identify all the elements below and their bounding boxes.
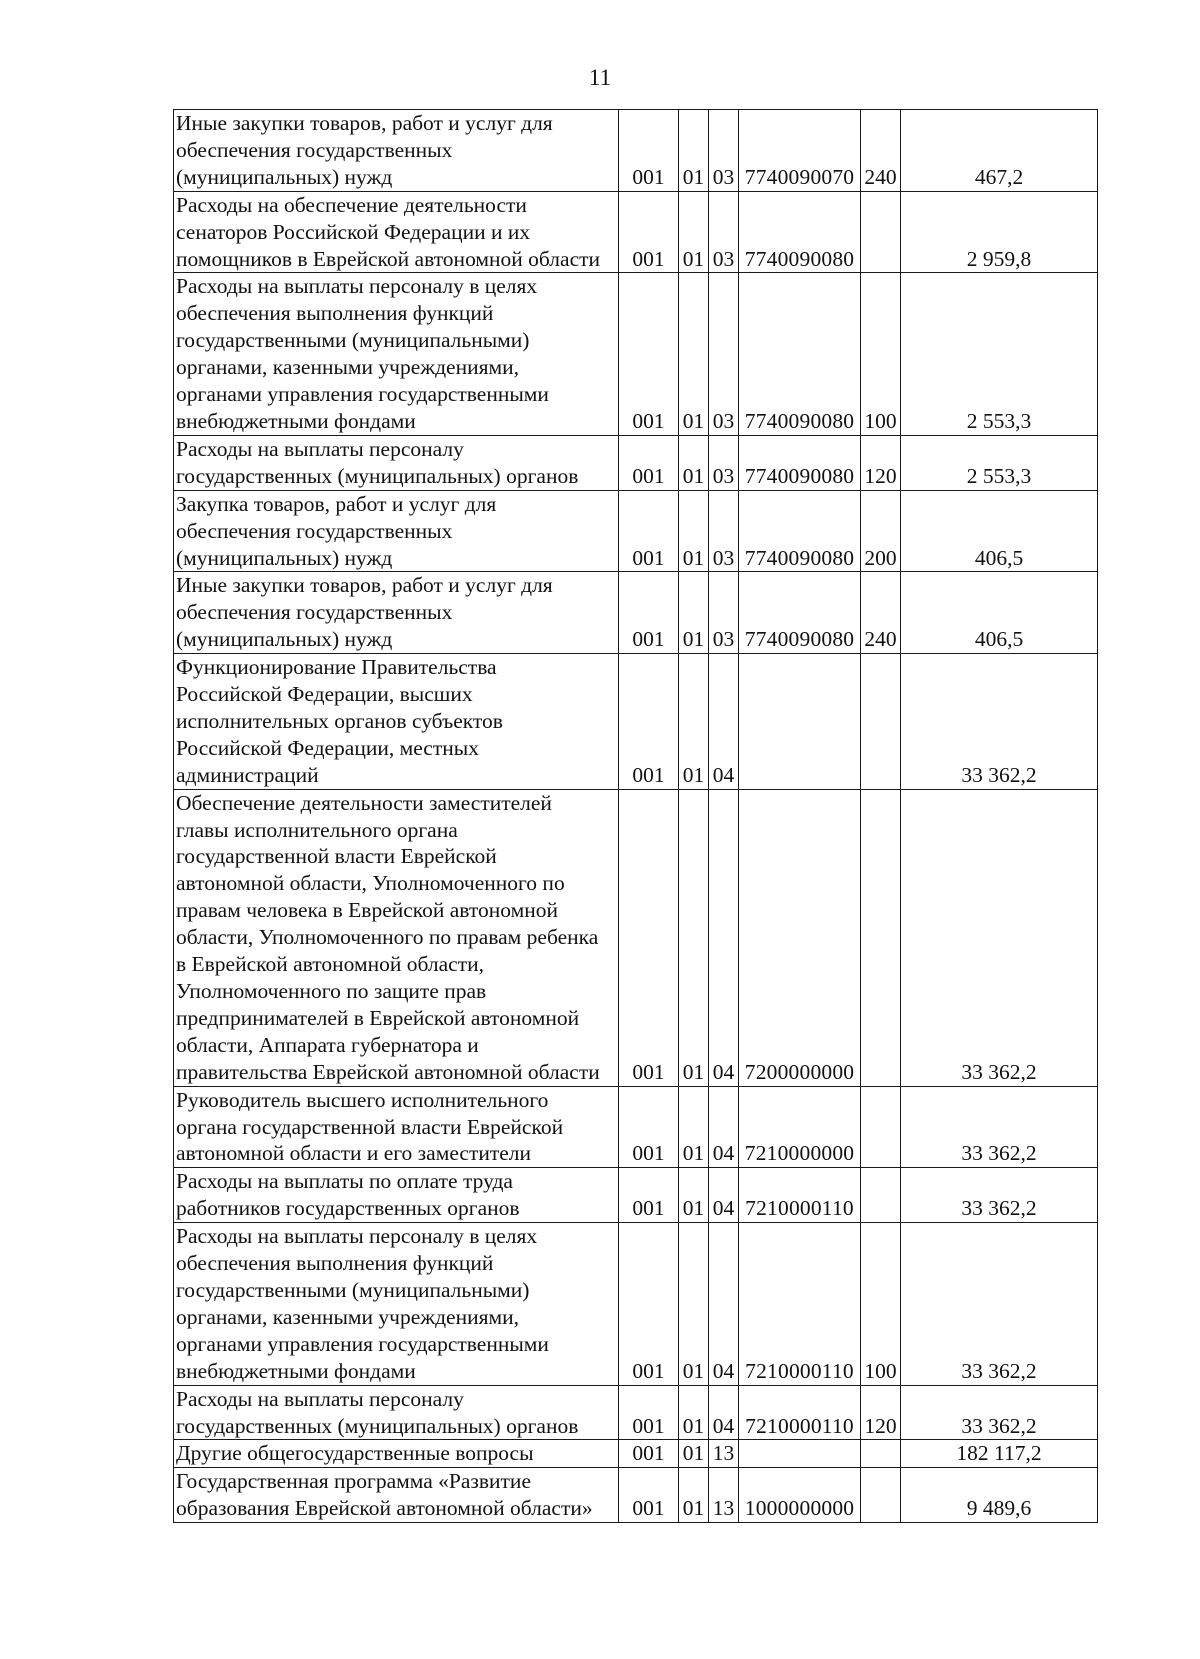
section-code-cell: 01 bbox=[679, 1223, 709, 1385]
section-code-cell: 01 bbox=[679, 435, 709, 490]
expense-name-cell bbox=[174, 1168, 619, 1223]
table-row bbox=[174, 1385, 1098, 1440]
expense-name-line: Расходы на выплаты персоналу bbox=[176, 1386, 464, 1411]
ministry-code-cell: 001 bbox=[619, 1223, 679, 1385]
subsection-code-cell: 04 bbox=[709, 1086, 739, 1168]
amount-cell: 9 489,6 bbox=[901, 1468, 1098, 1523]
expense-name-line: Уполномоченного по защите прав bbox=[176, 979, 487, 1003]
expense-name-line: Функционирование Правительства bbox=[176, 655, 497, 680]
ministry-code-cell: 001 bbox=[619, 572, 679, 654]
expense-type-cell: 100 bbox=[861, 1223, 901, 1385]
target-article-cell bbox=[739, 654, 861, 790]
expense-name-line: органами управления государственными bbox=[176, 1331, 549, 1356]
section-code-cell: 01 bbox=[679, 273, 709, 435]
expense-name-line: государственными (муниципальными) bbox=[176, 1277, 530, 1302]
table-row bbox=[174, 1468, 1098, 1523]
expense-name-line: обеспечения государственных bbox=[176, 518, 453, 543]
expense-name-cell bbox=[174, 191, 619, 273]
expense-name-line: государственными (муниципальными) bbox=[176, 328, 530, 353]
budget-table bbox=[173, 109, 1098, 1523]
target-article-cell: 7210000110 bbox=[739, 1385, 861, 1440]
expense-name-cell bbox=[174, 1468, 619, 1523]
expense-name-line: внебюджетными фондами bbox=[176, 1358, 416, 1383]
expense-name-line: правам человека в Еврейской автономной bbox=[176, 898, 559, 923]
expense-name-line: органами, казенными учреждениями, bbox=[176, 1304, 519, 1329]
ministry-code-cell: 001 bbox=[619, 1086, 679, 1168]
amount-cell: 2 553,3 bbox=[901, 273, 1098, 435]
expense-name-line: Российской Федерации, высших bbox=[176, 682, 473, 707]
expense-name-cell bbox=[174, 435, 619, 490]
expense-type-cell: 240 bbox=[861, 572, 901, 654]
table-row bbox=[174, 273, 1098, 435]
expense-name-line: органа государственной власти Еврейской bbox=[176, 1114, 564, 1139]
subsection-code-cell: 13 bbox=[709, 1468, 739, 1523]
section-code-cell: 01 bbox=[679, 490, 709, 572]
expense-name-line: обеспечения государственных bbox=[176, 137, 453, 162]
expense-type-cell: 100 bbox=[861, 273, 901, 435]
expense-name-line: обеспечения выполнения функций bbox=[176, 1251, 494, 1276]
expense-name-cell bbox=[174, 1086, 619, 1168]
amount-cell: 33 362,2 bbox=[901, 789, 1098, 1086]
expense-name-line: Расходы на выплаты персоналу в целях bbox=[176, 1224, 538, 1249]
expense-name-cell bbox=[174, 1223, 619, 1385]
subsection-code-cell: 13 bbox=[709, 1440, 739, 1468]
expense-name-line: Иные закупки товаров, работ и услуг для bbox=[176, 573, 553, 598]
table-row bbox=[174, 191, 1098, 273]
target-article-cell: 7740090080 bbox=[739, 490, 861, 572]
expense-name-line: внебюджетными фондами bbox=[176, 408, 416, 433]
section-code-cell: 01 bbox=[679, 1440, 709, 1468]
amount-cell: 406,5 bbox=[901, 490, 1098, 572]
target-article-cell: 7740090080 bbox=[739, 191, 861, 273]
expense-type-cell: 200 bbox=[861, 490, 901, 572]
target-article-cell: 7740090080 bbox=[739, 572, 861, 654]
expense-name-line: Расходы на выплаты по оплате труда bbox=[176, 1169, 513, 1194]
amount-cell: 33 362,2 bbox=[901, 1086, 1098, 1168]
expense-name-line: (муниципальных) нужд bbox=[176, 164, 393, 189]
amount-cell: 467,2 bbox=[901, 110, 1098, 192]
section-code-cell: 01 bbox=[679, 1168, 709, 1223]
expense-name-line: Государственная программа «Развитие bbox=[176, 1469, 531, 1494]
expense-name-cell bbox=[174, 789, 619, 1086]
subsection-code-cell: 03 bbox=[709, 572, 739, 654]
expense-name-line: правительства Еврейской автономной области bbox=[176, 1059, 600, 1084]
expense-name-line: государственных (муниципальных) органов bbox=[176, 463, 579, 488]
amount-cell: 33 362,2 bbox=[901, 654, 1098, 790]
section-code-cell: 01 bbox=[679, 1385, 709, 1440]
expense-name-line: автономной области и его заместители bbox=[176, 1141, 532, 1166]
expense-type-cell bbox=[861, 1440, 901, 1468]
ministry-code-cell: 001 bbox=[619, 1168, 679, 1223]
section-code-cell: 01 bbox=[679, 572, 709, 654]
section-code-cell: 01 bbox=[679, 789, 709, 1086]
ministry-code-cell: 001 bbox=[619, 110, 679, 192]
expense-name-line: Обеспечение деятельности заместителей bbox=[176, 790, 552, 815]
expense-type-cell bbox=[861, 789, 901, 1086]
page-number: 11 bbox=[588, 65, 612, 90]
amount-cell: 406,5 bbox=[901, 572, 1098, 654]
subsection-code-cell: 03 bbox=[709, 273, 739, 435]
expense-name-line: Расходы на обеспечение деятельности bbox=[176, 192, 527, 217]
expense-name-line: (муниципальных) нужд bbox=[176, 545, 393, 570]
target-article-cell bbox=[739, 1440, 861, 1468]
table-row bbox=[174, 1168, 1098, 1223]
expense-name-line: образования Еврейской автономной области» bbox=[176, 1496, 593, 1521]
ministry-code-cell: 001 bbox=[619, 435, 679, 490]
ministry-code-cell: 001 bbox=[619, 1385, 679, 1440]
expense-name-line: (муниципальных) нужд bbox=[176, 627, 393, 652]
target-article-cell: 7210000110 bbox=[739, 1223, 861, 1385]
expense-name-line: обеспечения выполнения функций bbox=[176, 301, 494, 326]
expense-name-line: Российской Федерации, местных bbox=[176, 735, 479, 760]
table-row bbox=[174, 1440, 1098, 1468]
expense-name-line: администраций bbox=[176, 762, 319, 787]
target-article-cell: 7210000110 bbox=[739, 1168, 861, 1223]
amount-cell: 2 959,8 bbox=[901, 191, 1098, 273]
amount-cell: 33 362,2 bbox=[901, 1223, 1098, 1385]
table-row bbox=[174, 110, 1098, 192]
expense-name-line: помощников в Еврейской автономной области bbox=[176, 246, 601, 271]
expense-name-line: сенаторов Российской Федерации и их bbox=[176, 219, 531, 244]
table-row bbox=[174, 1086, 1098, 1168]
amount-cell: 33 362,2 bbox=[901, 1385, 1098, 1440]
ministry-code-cell: 001 bbox=[619, 490, 679, 572]
subsection-code-cell: 03 bbox=[709, 435, 739, 490]
subsection-code-cell: 04 bbox=[709, 654, 739, 790]
amount-cell: 2 553,3 bbox=[901, 435, 1098, 490]
expense-name-line: главы исполнительного органа bbox=[176, 817, 458, 842]
table-row bbox=[174, 490, 1098, 572]
expense-name-line: исполнительных органов субъектов bbox=[176, 708, 503, 733]
amount-cell: 33 362,2 bbox=[901, 1168, 1098, 1223]
expense-name-line: Закупка товаров, работ и услуг для bbox=[176, 491, 497, 516]
section-code-cell: 01 bbox=[679, 110, 709, 192]
expense-type-cell bbox=[861, 1468, 901, 1523]
expense-name-line: государственной власти Еврейской bbox=[176, 844, 497, 869]
expense-name-cell bbox=[174, 654, 619, 790]
section-code-cell: 01 bbox=[679, 1086, 709, 1168]
expense-name-cell bbox=[174, 572, 619, 654]
section-code-cell: 01 bbox=[679, 1468, 709, 1523]
expense-name-line: предпринимателей в Еврейской автономной bbox=[176, 1005, 580, 1030]
target-article-cell: 7740090080 bbox=[739, 273, 861, 435]
subsection-code-cell: 03 bbox=[709, 110, 739, 192]
ministry-code-cell: 001 bbox=[619, 654, 679, 790]
table-row bbox=[174, 789, 1098, 1086]
expense-name-line: области, Уполномоченного по правам ребенка bbox=[176, 925, 599, 950]
expense-name-cell bbox=[174, 490, 619, 572]
subsection-code-cell: 03 bbox=[709, 490, 739, 572]
expense-name-line: Иные закупки товаров, работ и услуг для bbox=[176, 111, 553, 135]
subsection-code-cell: 04 bbox=[709, 789, 739, 1086]
ministry-code-cell: 001 bbox=[619, 1440, 679, 1468]
target-article-cell: 7740090070 bbox=[739, 110, 861, 192]
expense-name-line: автономной области, Уполномоченного по bbox=[176, 871, 565, 896]
ministry-code-cell: 001 bbox=[619, 273, 679, 435]
expense-type-cell bbox=[861, 191, 901, 273]
expense-name-line: органами управления государственными bbox=[176, 382, 549, 407]
expense-name-line: области, Аппарата губернатора и bbox=[176, 1032, 479, 1057]
ministry-code-cell: 001 bbox=[619, 1468, 679, 1523]
expense-name-cell bbox=[174, 110, 619, 192]
expense-name-line: в Еврейской автономной области, bbox=[176, 952, 484, 977]
expense-name-cell bbox=[174, 1440, 619, 1468]
subsection-code-cell: 04 bbox=[709, 1168, 739, 1223]
expense-name-line: Другие общегосударственные вопросы bbox=[176, 1441, 534, 1466]
expense-name-line: работников государственных органов bbox=[176, 1196, 520, 1221]
expense-name-line: Расходы на выплаты персоналу в целях bbox=[176, 274, 538, 299]
target-article-cell: 7740090080 bbox=[739, 435, 861, 490]
subsection-code-cell: 04 bbox=[709, 1385, 739, 1440]
section-code-cell: 01 bbox=[679, 191, 709, 273]
expense-type-cell bbox=[861, 654, 901, 790]
expense-name-line: органами, казенными учреждениями, bbox=[176, 355, 519, 380]
ministry-code-cell: 001 bbox=[619, 789, 679, 1086]
amount-cell: 182 117,2 bbox=[901, 1440, 1098, 1468]
expense-name-line: государственных (муниципальных) органов bbox=[176, 1413, 579, 1438]
table-row bbox=[174, 572, 1098, 654]
table-row bbox=[174, 435, 1098, 490]
table-row bbox=[174, 654, 1098, 790]
expense-type-cell: 120 bbox=[861, 1385, 901, 1440]
ministry-code-cell: 001 bbox=[619, 191, 679, 273]
subsection-code-cell: 04 bbox=[709, 1223, 739, 1385]
expense-name-line: Расходы на выплаты персоналу bbox=[176, 436, 464, 461]
target-article-cell: 1000000000 bbox=[739, 1468, 861, 1523]
table-row bbox=[174, 1223, 1098, 1385]
section-code-cell: 01 bbox=[679, 654, 709, 790]
expense-name-cell bbox=[174, 1385, 619, 1440]
subsection-code-cell: 03 bbox=[709, 191, 739, 273]
expense-type-cell: 120 bbox=[861, 435, 901, 490]
expense-type-cell: 240 bbox=[861, 110, 901, 192]
expense-type-cell bbox=[861, 1086, 901, 1168]
expense-name-line: Руководитель высшего исполнительного bbox=[176, 1087, 549, 1112]
expense-type-cell bbox=[861, 1168, 901, 1223]
budget-table-body bbox=[174, 110, 1098, 1523]
expense-name-line: обеспечения государственных bbox=[176, 600, 453, 625]
target-article-cell: 7210000000 bbox=[739, 1086, 861, 1168]
expense-name-cell bbox=[174, 273, 619, 435]
target-article-cell: 7200000000 bbox=[739, 789, 861, 1086]
